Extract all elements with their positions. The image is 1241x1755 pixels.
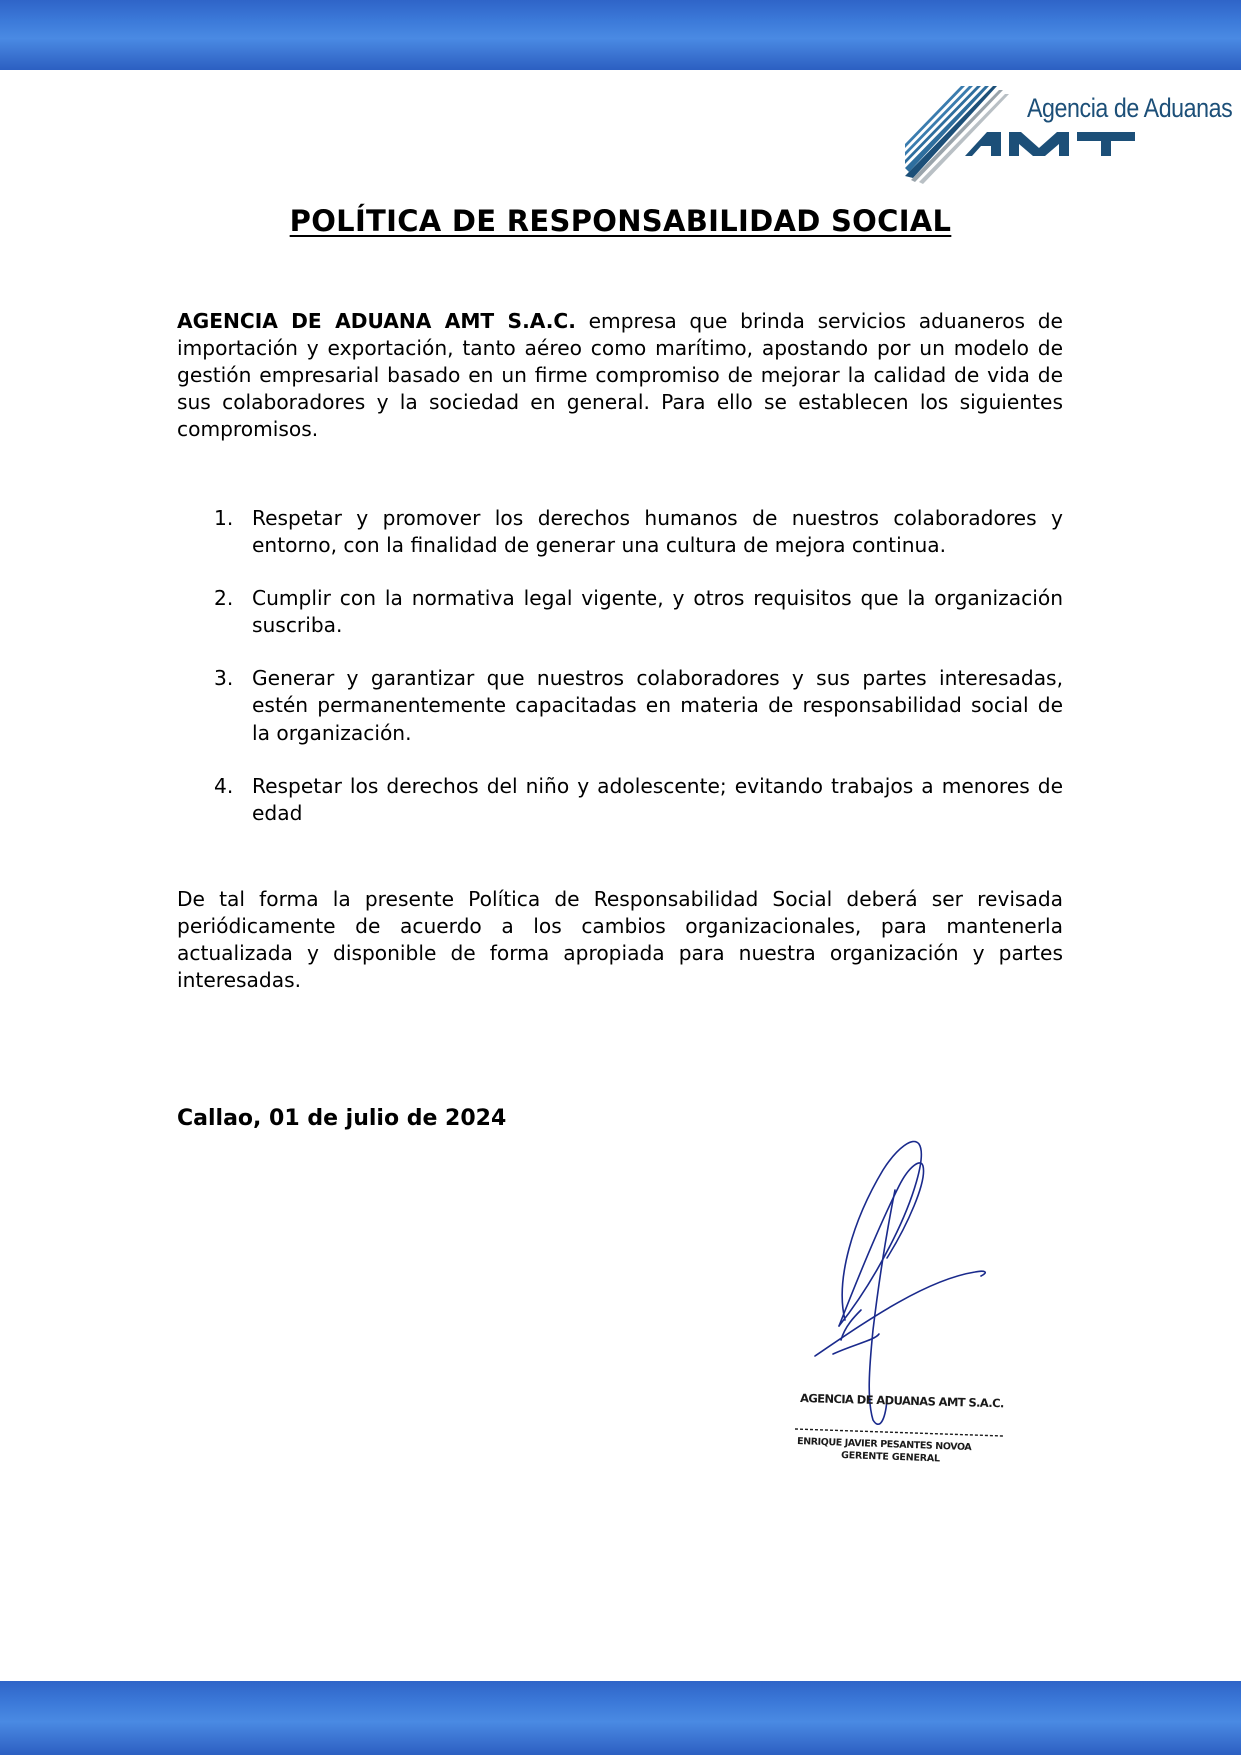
signature-stamp <box>775 1130 1035 1480</box>
company-name: AGENCIA DE ADUANA AMT S.A.C. <box>177 309 576 333</box>
list-item <box>177 773 1063 827</box>
list-item-text: Respetar y promover los derechos humanos de nuestros colaboradores y entorno, con la finalidad de generar una cultura de mejora continua. <box>252 506 1063 558</box>
list-item <box>177 585 1063 639</box>
intro-paragraph <box>177 308 1063 443</box>
svg-text:ENRIQUE JAVIER PESANTES NOVOA: ENRIQUE JAVIER PESANTES NOVOA <box>796 1436 972 1454</box>
logo-tagline: Agencia de Aduanas <box>1027 93 1233 123</box>
list-item-number: 2. <box>214 586 234 611</box>
list-item-number: 1. <box>214 506 234 530</box>
handwritten-signature-icon <box>815 1142 985 1425</box>
place-date: Callao, 01 de julio de 2024 <box>177 1106 507 1131</box>
closing-paragraph: De tal forma la presente Política de Responsabilidad Social deberá ser revisada periódicamente de acuerdo a los cambios organizacionales, para mantenerla actualizada y disponible de forma apropiada para nuestra organización y partes interesadas. <box>177 887 1063 993</box>
svg-text:AGENCIA DE ADUANAS AMT S.A.C.: AGENCIA DE ADUANAS AMT S.A.C. <box>799 1391 1004 1411</box>
list-item-text: Cumplir con la normativa legal vigente, y otros requisitos que la organización suscriba. <box>252 586 1063 638</box>
intro-text: empresa que brinda servicios aduaneros de importación y exportación, tanto aéreo como marítimo, apostando por un modelo de gestión empresarial basado en un firme compromiso de mejorar la calidad de vida de sus colaboradores y la sociedad en general. Para ello se establecen los siguientes compromisos. <box>177 309 1063 442</box>
document-title-text: POLÍTICA DE RESPONSABILIDAD SOCIAL <box>289 204 952 238</box>
header-band <box>0 0 1241 70</box>
document-title <box>0 204 1241 238</box>
list-item-number: 4. <box>214 773 234 798</box>
commitments-list <box>177 505 1063 853</box>
list-item-number: 3. <box>214 666 234 691</box>
footer-band <box>0 1681 1241 1755</box>
list-item-text: Respetar los derechos del niño y adolescente; evitando trabajos a menores de edad <box>252 773 1063 825</box>
list-item <box>177 665 1063 746</box>
list-item <box>177 505 1063 559</box>
logo-amt-letters <box>965 132 1135 156</box>
stamp-text-icon <box>795 1391 1004 1464</box>
list-item-text: Generar y garantizar que nuestros colaboradores y sus partes interesadas, estén permanentemente capacitadas en materia de responsabilidad social de la organización. <box>252 666 1063 745</box>
svg-text:GERENTE GENERAL: GERENTE GENERAL <box>840 1450 941 1465</box>
